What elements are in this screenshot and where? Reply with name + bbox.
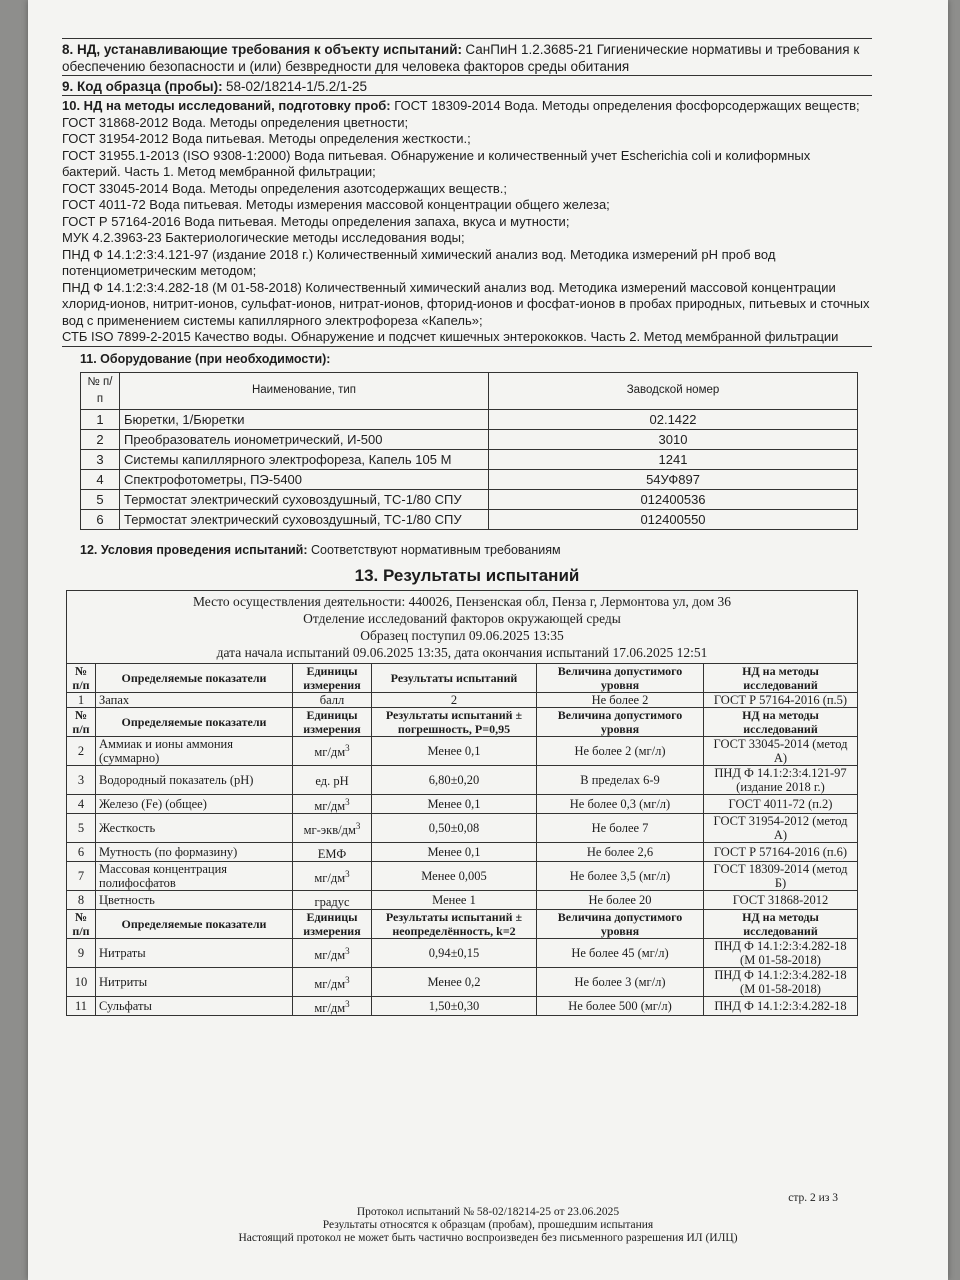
cell-number: 1 [67, 692, 96, 707]
cell-number: 11 [67, 996, 96, 1015]
method-line: ГОСТ 4011-72 Вода питьевая. Методы измерения массовой концентрации общего железа; [62, 197, 610, 212]
footer-results-note: Результаты относятся к образцам (пробам), прошедшим испытания [322, 1219, 654, 1231]
section-8-text: СанПиН 1.2.3685-21 Гигиенические нормативы и требования к обеспечению безопасности и (или) безвредности для человека факторов среды обитания [62, 42, 860, 74]
equipment-title: 11. Оборудование (при необходимости): [80, 351, 331, 366]
cell-limit: Не более 3 (мг/л) [537, 967, 704, 996]
section-12 [62, 530, 872, 563]
page-number: стр. 2 из 3 [788, 1192, 838, 1204]
col-indicator: Определяемые показатели [96, 663, 293, 692]
cell-result: Менее 1 [372, 890, 537, 909]
method-line: ГОСТ 31955.1-2013 (ISO 9308-1:2000) Вода питьевая. Обнаружение и количественный учет Escherichia coli и колиформных бактерий. Часть 1. Метод мембранной фильтрации; [62, 147, 811, 179]
cell-serial: 54УФ897 [489, 469, 858, 489]
cell-indicator: Запах [96, 692, 293, 707]
method-line: ГОСТ 31868-2012 Вода. Методы определения цветности; [62, 114, 409, 130]
method-line: СТБ ISO 7899-2-2015 Качество воды. Обнаружение и подсчет кишечных энтерококков. Часть 2. Метод мембранной фильтрации [62, 329, 839, 344]
cell-method: ГОСТ Р 57164-2016 (п.6) [704, 842, 858, 861]
cell-limit: Не более 2,6 [537, 842, 704, 861]
cell-indicator: Массовая концентрация полифосфатов [96, 861, 293, 890]
cell-units: градус [293, 890, 372, 909]
cell-result: 0,94±0,15 [372, 938, 537, 967]
cell-indicator: Аммиак и ионы аммония (суммарно) [96, 736, 293, 765]
cell-method: ГОСТ 31954-2012 (метод А) [704, 813, 858, 842]
cell-result: Менее 0,1 [372, 842, 537, 861]
cell-limit: Не более 45 (мг/л) [537, 938, 704, 967]
cell-limit: Не более 2 [537, 692, 704, 707]
col-number: № п/п [67, 909, 96, 938]
results-title: 13. Результаты испытаний [354, 565, 580, 585]
table-row [81, 489, 858, 509]
cell-number: 10 [67, 967, 96, 996]
cell-method: ПНД Ф 14.1:2:3:4.282-18 [704, 996, 858, 1015]
results-header-row [67, 909, 858, 938]
cell-serial: 012400536 [489, 489, 858, 509]
cell-number: 9 [67, 938, 96, 967]
cell-units: $мг/дм^3$ [293, 938, 372, 967]
document-page [28, 0, 948, 1280]
document-content [62, 38, 872, 1016]
cell-number: 3 [67, 765, 96, 794]
col-units: Единицы измерения [293, 663, 372, 692]
info-received: Образец поступил 09.06.2025 13:35 [360, 627, 564, 643]
footer [28, 1206, 948, 1245]
cell-number: 5 [81, 489, 120, 509]
table-row [81, 469, 858, 489]
cell-result: 2 [372, 692, 537, 707]
col-indicator: Определяемые показатели [96, 707, 293, 736]
method-line: ГОСТ Р 57164-2016 Вода питьевая. Методы определения запаха, вкуса и мутности; [62, 213, 570, 229]
cell-method: ПНД Ф 14.1:2:3:4.282-18 (М 01-58-2018) [704, 967, 858, 996]
col-indicator: Определяемые показатели [96, 909, 293, 938]
cell-method: ПНД Ф 14.1:2:3:4.282-18 (М 01-58-2018) [704, 938, 858, 967]
section-12-text: Соответствуют нормативным требованиям [311, 542, 561, 557]
cell-name: Бюретки, 1/Бюретки [120, 409, 489, 429]
table-row [67, 765, 858, 794]
cell-result: Менее 0,2 [372, 967, 537, 996]
info-address: Место осуществления деятельности: 440026, Пензенская обл, Пенза г, Лермонтова ул, дом 36 [192, 593, 732, 609]
col-result: Результаты испытаний ± погрешность, P=0,95 [372, 707, 537, 736]
cell-indicator: Сульфаты [96, 996, 293, 1015]
table-row [67, 813, 858, 842]
cell-serial: 3010 [489, 429, 858, 449]
cell-method: ГОСТ 4011-72 (п.2) [704, 794, 858, 813]
cell-number: 4 [81, 469, 120, 489]
cell-number: 7 [67, 861, 96, 890]
footer-protocol: Протокол испытаний № 58-02/18214-25 от 23.06.2025 [356, 1206, 620, 1218]
method-line: ГОСТ 31954-2012 Вода питьевая. Методы определения жесткости.; [62, 131, 471, 146]
cell-result: 0,50±0,08 [372, 813, 537, 842]
col-number: № п/п [81, 372, 120, 409]
cell-number: 2 [67, 736, 96, 765]
col-number: № п/п [67, 707, 96, 736]
col-number: № п/п [67, 663, 96, 692]
cell-indicator: Цветность [96, 890, 293, 909]
cell-limit: Не более 20 [537, 890, 704, 909]
section-10-first: ГОСТ 18309-2014 Вода. Методы определения фосфорсодержащих веществ; [394, 98, 860, 113]
table-row [81, 509, 858, 529]
cell-number: 8 [67, 890, 96, 909]
method-line: ГОСТ 33045-2014 Вода. Методы определения азотсодержащих веществ.; [62, 180, 508, 196]
cell-number: 4 [67, 794, 96, 813]
cell-method: ГОСТ 33045-2014 (метод А) [704, 736, 858, 765]
cell-serial: 012400550 [489, 509, 858, 529]
section-10-label: 10. НД на методы исследований, подготовку проб: [62, 98, 391, 113]
col-limit: Величина допустимого уровня [537, 707, 704, 736]
results-table [66, 590, 858, 1017]
cell-result: Менее 0,1 [372, 736, 537, 765]
results-info-row [67, 590, 858, 663]
cell-units: $мг/дм^3$ [293, 794, 372, 813]
method-line: ПНД Ф 14.1:2:3:4.121-97 (издание 2018 г.) Количественный химический анализ вод. Методика измерений pH проб вод потенциометрическим методом; [62, 246, 776, 278]
footer-copy-note: Настоящий протокол не может быть частично воспроизведен без письменного разрешения ИЛ (ИЛЦ) [238, 1232, 738, 1244]
table-row [67, 967, 858, 996]
cell-name: Термостат электрический суховоздушный, ТС-1/80 СПУ [120, 509, 489, 529]
table-row [67, 861, 858, 890]
table-row [81, 449, 858, 469]
cell-result: 1,50±0,30 [372, 996, 537, 1015]
results-header-row [67, 707, 858, 736]
cell-indicator: Водородный показатель (pH) [96, 765, 293, 794]
cell-name: Термостат электрический суховоздушный, ТС-1/80 СПУ [120, 489, 489, 509]
cell-number: 6 [81, 509, 120, 529]
cell-result: 6,80±0,20 [372, 765, 537, 794]
method-line: МУК 4.2.3963-23 Бактериологические методы исследования воды; [62, 230, 465, 245]
col-units: Единицы измерения [293, 707, 372, 736]
col-units: Единицы измерения [293, 909, 372, 938]
cell-units: $мг/дм^3$ [293, 996, 372, 1015]
cell-number: 1 [81, 409, 120, 429]
cell-name: Спектрофотометры, ПЭ-5400 [120, 469, 489, 489]
cell-limit: Не более 2 (мг/л) [537, 736, 704, 765]
cell-result: Менее 0,005 [372, 861, 537, 890]
col-result: Результаты испытаний ± неопределённость, k=2 [372, 909, 537, 938]
section-10 [62, 96, 872, 347]
cell-indicator: Нитриты [96, 967, 293, 996]
cell-units: балл [293, 692, 372, 707]
cell-units: $мг/дм^3$ [293, 967, 372, 996]
cell-result: Менее 0,1 [372, 794, 537, 813]
cell-limit: Не более 3,5 (мг/л) [537, 861, 704, 890]
col-limit: Величина допустимого уровня [537, 663, 704, 692]
cell-limit: Не более 7 [537, 813, 704, 842]
cell-number: 3 [81, 449, 120, 469]
cell-method: ГОСТ 18309-2014 (метод Б) [704, 861, 858, 890]
section-9-label: 9. Код образца (пробы): [62, 79, 223, 94]
col-name: Наименование, тип [120, 372, 489, 409]
cell-number: 5 [67, 813, 96, 842]
cell-name: Преобразователь ионометрический, И-500 [120, 429, 489, 449]
cell-indicator: Мутность (по формазину) [96, 842, 293, 861]
table-row [67, 692, 858, 707]
col-limit: Величина допустимого уровня [537, 909, 704, 938]
table-row [67, 890, 858, 909]
col-method: НД на методы исследований [704, 909, 858, 938]
section-9 [62, 76, 872, 96]
table-row [81, 409, 858, 429]
cell-units: $мг/дм^3$ [293, 736, 372, 765]
section-8-label: 8. НД, устанавливающие требования к объекту испытаний: [62, 42, 463, 57]
info-dates: дата начала испытаний 09.06.2025 13:35, дата окончания испытаний 17.06.2025 12:51 [216, 644, 708, 660]
table-header-row [81, 372, 858, 409]
cell-method: ГОСТ Р 57164-2016 (п.5) [704, 692, 858, 707]
col-method: НД на методы исследований [704, 663, 858, 692]
cell-serial: 02.1422 [489, 409, 858, 429]
col-serial: Заводской номер [489, 372, 858, 409]
equipment-table [80, 372, 858, 530]
cell-limit: Не более 500 (мг/л) [537, 996, 704, 1015]
cell-number: 2 [81, 429, 120, 449]
section-12-label: 12. Условия проведения испытаний: [80, 542, 308, 557]
section-9-text: 58-02/18214-1/5.2/1-25 [225, 79, 368, 94]
results-info [67, 590, 858, 663]
col-result: Результаты испытаний [372, 663, 537, 692]
cell-indicator: Жесткость [96, 813, 293, 842]
section-8 [62, 38, 872, 76]
table-row [67, 938, 858, 967]
col-method: НД на методы исследований [704, 707, 858, 736]
results-header-row [67, 663, 858, 692]
cell-units: ед. pH [293, 765, 372, 794]
cell-serial: 1241 [489, 449, 858, 469]
cell-limit: Не более 0,3 (мг/л) [537, 794, 704, 813]
table-row [67, 996, 858, 1015]
table-row [67, 842, 858, 861]
cell-method: ГОСТ 31868-2012 [704, 890, 858, 909]
cell-units: $мг-экв/дм^3$ [293, 813, 372, 842]
cell-indicator: Нитраты [96, 938, 293, 967]
table-row [67, 794, 858, 813]
method-line: ПНД Ф 14.1:2:3:4.282-18 (М 01-58-2018) Количественный химический анализ вод. Методика измерений массовой концентрации хлорид-ионов, нитрит-ионов, сульфат-ионов, нитрат-ионов, фторид-ионов и фосфат-ионов в пробах природных, питьевых и сточных вод с применением системы капиллярного электрофореза «Капель»; [62, 279, 870, 328]
cell-units: ЕМФ [293, 842, 372, 861]
table-row [81, 429, 858, 449]
info-department: Отделение исследований факторов окружающей среды [303, 610, 621, 626]
cell-units: $мг/дм^3$ [293, 861, 372, 890]
cell-indicator: Железо (Fe) (общее) [96, 794, 293, 813]
cell-method: ПНД Ф 14.1:2:3:4.121-97 (издание 2018 г.) [704, 765, 858, 794]
cell-limit: В пределах 6-9 [537, 765, 704, 794]
cell-name: Системы капиллярного электрофореза, Капель 105 М [120, 449, 489, 469]
cell-number: 6 [67, 842, 96, 861]
table-row [67, 736, 858, 765]
